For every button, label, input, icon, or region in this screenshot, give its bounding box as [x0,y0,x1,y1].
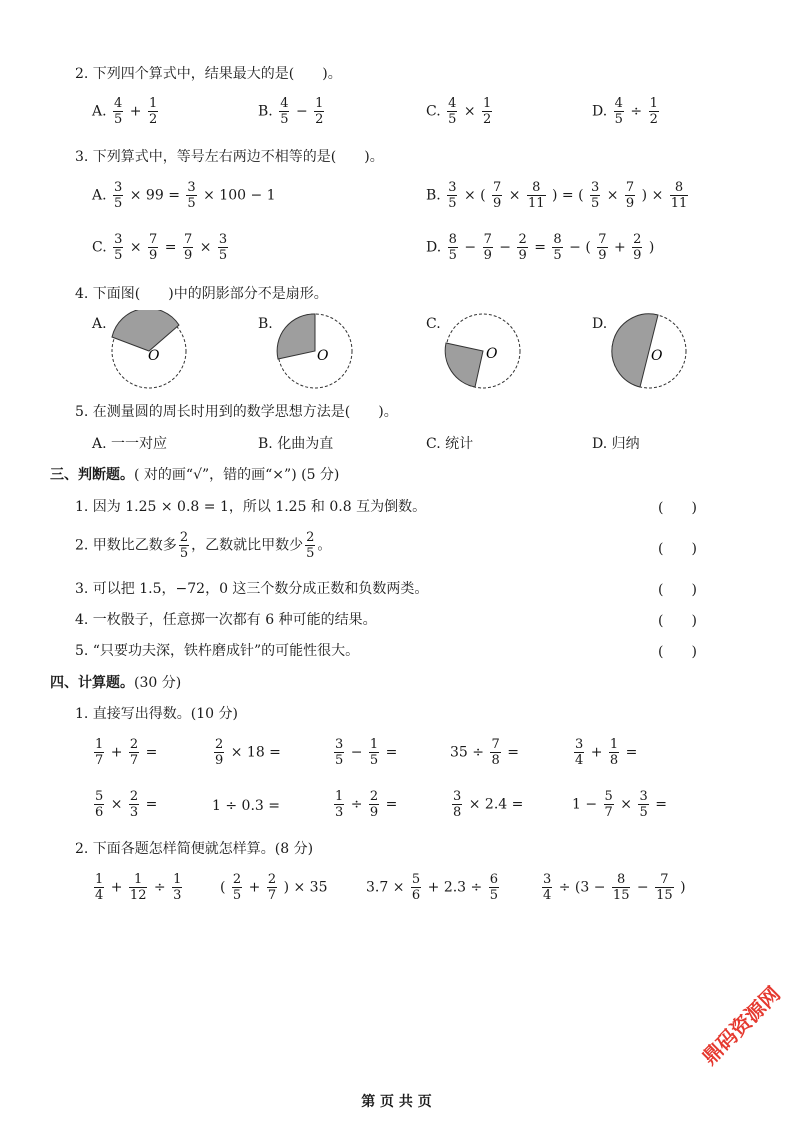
judge-item-3: 3. 可以把 1.5，−72，0 这三个数分成正数和负数两类。 [75,581,429,597]
fraction-7-9: $\frac{7}{9}$ [149,232,158,263]
fraction-2-7: $\frac{2}{7}$ [129,737,139,768]
q4-label-d: D. [592,316,608,332]
fraction-3-5: $\frac{3}{5}$ [114,232,123,263]
fraction-3-5: $\frac{3}{5}$ [591,180,600,211]
q5-option-b[interactable]: B. 化曲为直 [258,436,334,452]
q2-option-a[interactable]: A. $\frac{4}{5}$ + $\frac{1}{2}$ [92,96,158,127]
fraction-2-5: $\frac{2}{5}$ [232,872,242,903]
fraction-2-5: $\frac{2}{5}$ [179,530,189,561]
section-3-title: 三、判断题。 [50,467,134,483]
fraction-4-5: $\frac{4}{5}$ [114,96,123,127]
fraction-7-9: $\frac{7}{9}$ [625,180,635,211]
q4-figure-b[interactable] [274,310,356,392]
section-3-note: ( 对的画“√”，错的画“×”) (5 分) [134,467,340,483]
fraction-1-7: $\frac{1}{7}$ [95,737,104,768]
shaded-region [277,314,315,359]
fraction-3-8: $\frac{3}{8}$ [453,789,462,820]
fraction-1-3: $\frac{1}{3}$ [173,872,182,903]
simplify-2[interactable]: ( $\frac{2}{5}$ + $\frac{2}{7}$ ) × 35 [220,872,328,903]
calc-2-1[interactable]: $\frac{5}{6}$ × $\frac{2}{3}$ = [95,789,158,820]
q4-figure-c[interactable] [442,310,524,392]
fraction-4-5: $\frac{4}{5}$ [448,96,457,127]
q4-figure-d[interactable] [608,310,690,392]
fraction-8-15: $\frac{8}{15}$ [612,872,630,903]
calc-1-3[interactable]: $\frac{3}{5}$ − $\frac{1}{5}$ = [335,737,398,768]
fraction-1-5: $\frac{1}{5}$ [369,737,379,768]
judge-item-4: 4. 一枚骰子，任意掷一次都有 6 种可能的结果。 [75,612,377,628]
fraction-1-2: $\frac{1}{2}$ [483,96,492,127]
q4-label-b: B. [258,316,273,332]
fraction-7-8: $\frac{7}{8}$ [491,737,500,768]
simplify-1[interactable]: $\frac{1}{4}$ + $\frac{1}{12}$ ÷ $\frac{1}{3}$ [95,872,182,903]
calc-1-5[interactable]: $\frac{3}{4}$ + $\frac{1}{8}$ = [575,737,638,768]
fraction-1-4: $\frac{1}{4}$ [95,872,104,903]
fraction-7-15: $\frac{7}{15}$ [656,872,673,903]
q3-option-b[interactable]: B. $\frac{3}{5}$ × ( $\frac{7}{9}$ × $\frac{8}{11}$ ) = ( $\frac{3}{5}$ × $\frac{7}{9}$ ) × $\frac{8}{11}$ [426,180,688,211]
center-label: O [148,348,160,364]
answer-blank-2[interactable]: ( ) [658,541,697,557]
q5-option-c[interactable]: C. 统计 [426,436,474,452]
section-3-header [50,465,339,485]
fraction-1-2: $\frac{1}{2}$ [148,96,158,127]
fraction-8-5: $\frac{8}{5}$ [448,232,457,263]
fraction-3-4: $\frac{3}{4}$ [575,737,584,768]
fraction-1-2: $\frac{1}{2}$ [649,96,658,127]
fraction-2-5: $\frac{2}{5}$ [306,530,315,561]
fraction-2-9: $\frac{2}{9}$ [518,232,527,263]
q2-option-b[interactable]: B. $\frac{4}{5}$ − $\frac{1}{2}$ [258,96,324,127]
fraction-7-9: $\frac{7}{9}$ [493,180,502,211]
q4-figure-a[interactable] [108,310,190,392]
q3-option-d[interactable]: D. $\frac{8}{5}$ − $\frac{7}{9}$ − $\frac{2}{9}$ = $\frac{8}{5}$ − ( $\frac{7}{9}$ + $\frac{2}{9}$ ) [426,232,655,263]
fraction-2-7: $\frac{2}{7}$ [267,872,277,903]
fraction-7-9: $\frac{7}{9}$ [183,232,193,263]
judge-item-1: 1. 因为 1.25 × 0.8 = 1，所以 1.25 和 0.8 互为倒数。 [75,499,427,515]
sub1-title: 1. 直接写出得数。(10 分) [75,706,238,722]
fraction-5-6: $\frac{5}{6}$ [95,789,104,820]
fraction-1-3: $\frac{1}{3}$ [335,789,344,820]
page-footer: 第 页 共 页 [361,1094,432,1110]
judge-item-2: 2. 甲数比乙数多 $\frac{2}{5}$ ，乙数就比甲数少 $\frac{2}{5}$ 。 [75,530,332,561]
judge-item-5: 5. “只要功夫深，铁杵磨成针”的可能性很大。 [75,643,360,659]
fraction-8-11: $\frac{8}{11}$ [527,180,545,211]
q5-option-d[interactable]: D. 归纳 [592,436,640,452]
fraction-3-5: $\frac{3}{5}$ [639,789,648,820]
fraction-2-3: $\frac{2}{3}$ [129,789,139,820]
q2-option-c[interactable]: C. $\frac{4}{5}$ × $\frac{1}{2}$ [426,96,492,127]
fraction-3-5: $\frac{3}{5}$ [187,180,196,211]
q4-label-c: C. [426,316,441,332]
fraction-8-5: $\frac{8}{5}$ [553,232,562,263]
fraction-5-6: $\frac{5}{6}$ [411,872,421,903]
calc-2-5[interactable]: 1 − $\frac{5}{7}$ × $\frac{3}{5}$ = [572,789,667,820]
fraction-1-2: $\frac{1}{2}$ [315,96,324,127]
fraction-2-9: $\frac{2}{9}$ [215,737,224,768]
fraction-3-5: $\frac{3}{5}$ [114,180,123,211]
fraction-3-5: $\frac{3}{5}$ [335,737,344,768]
shaded-region [445,343,483,387]
fraction-7-9: $\frac{7}{9}$ [598,232,607,263]
fraction-6-5: $\frac{6}{5}$ [489,872,499,903]
q3-option-c[interactable]: C. $\frac{3}{5}$ × $\frac{7}{9}$ = $\frac{7}{9}$ × $\frac{3}{5}$ [92,232,228,263]
section-4-header [50,673,181,693]
calc-1-1[interactable]: $\frac{1}{7}$ + $\frac{2}{7}$ = [95,737,158,768]
fraction-1-12: $\frac{1}{12}$ [129,872,147,903]
q5-stem: 5. 在测量圆的周长时用到的数学思想方法是( )。 [75,404,398,420]
calc-1-2[interactable]: $\frac{2}{9}$ × 18 = [215,737,281,768]
fraction-8-11: $\frac{8}{11}$ [670,180,688,211]
fraction-2-9: $\frac{2}{9}$ [369,789,379,820]
watermark: 鼎码资源网 [697,981,785,1070]
fraction-5-7: $\frac{5}{7}$ [604,789,613,820]
answer-blank-5[interactable]: ( ) [658,644,697,660]
answer-blank-1[interactable]: ( ) [658,500,697,516]
simplify-3[interactable]: 3.7 × $\frac{5}{6}$ + 2.3 ÷ $\frac{6}{5}$ [366,872,499,903]
q2-option-d[interactable]: D. $\frac{4}{5}$ ÷ $\frac{1}{2}$ [592,96,658,127]
section-4-title: 四、计算题。 [50,675,134,691]
fraction-3-4: $\frac{3}{4}$ [543,872,552,903]
q4-label-a: A. [92,316,107,332]
fraction-7-9: $\frac{7}{9}$ [483,232,492,263]
q3-option-a[interactable]: A. $\frac{3}{5}$ × 99 = $\frac{3}{5}$ × 100 − 1 [92,180,276,211]
fraction-4-5: $\frac{4}{5}$ [614,96,623,127]
simplify-4[interactable]: $\frac{3}{4}$ ÷ (3 − $\frac{8}{15}$ − $\frac{7}{15}$ ) [543,872,686,903]
section-4-score: (30 分) [134,675,182,691]
fraction-4-5: $\frac{4}{5}$ [280,96,289,127]
center-label: O [486,346,498,362]
center-label: O [651,348,663,364]
fraction-3-5: $\frac{3}{5}$ [448,180,457,211]
shaded-region [112,310,179,351]
answer-blank-4[interactable]: ( ) [658,613,697,629]
sub2-title: 2. 下面各题怎样简便就怎样算。(8 分) [75,841,314,857]
q2-stem: 2. 下列四个算式中，结果最大的是( )。 [75,66,342,82]
calc-2-2[interactable]: 1 ÷ 0.3 = [212,798,280,814]
fraction-2-9: $\frac{2}{9}$ [633,232,642,263]
calc-2-3[interactable]: $\frac{1}{3}$ ÷ $\frac{2}{9}$ = [335,789,398,820]
q5-option-a[interactable]: A. 一一对应 [92,436,168,452]
center-label: O [317,348,329,364]
calc-2-4[interactable]: $\frac{3}{8}$ × 2.4 = [453,789,524,820]
answer-blank-3[interactable]: ( ) [658,582,697,598]
calc-1-4[interactable]: 35 ÷ $\frac{7}{8}$ = [450,737,519,768]
fraction-1-8: $\frac{1}{8}$ [609,737,619,768]
fraction-3-5: $\frac{3}{5}$ [218,232,228,263]
q3-stem: 3. 下列算式中，等号左右两边不相等的是( )。 [75,149,384,165]
q4-stem: 4. 下面图( )中的阴影部分不是扇形。 [75,286,328,302]
